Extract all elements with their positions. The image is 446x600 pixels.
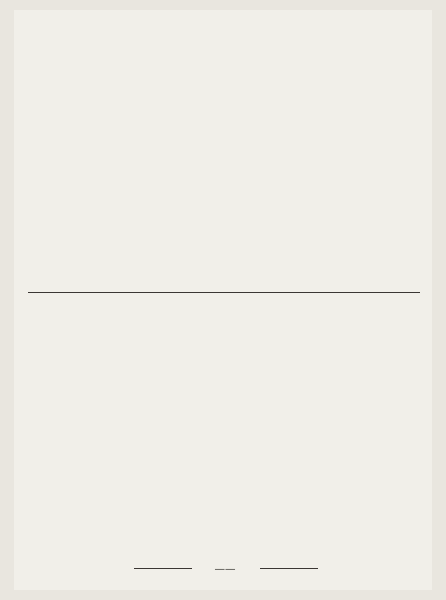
document-page <box>14 10 432 590</box>
section-divider <box>28 292 420 293</box>
folio-rule-left <box>134 568 192 569</box>
folio-rule-right <box>260 568 318 569</box>
page-number: —— <box>214 563 236 575</box>
